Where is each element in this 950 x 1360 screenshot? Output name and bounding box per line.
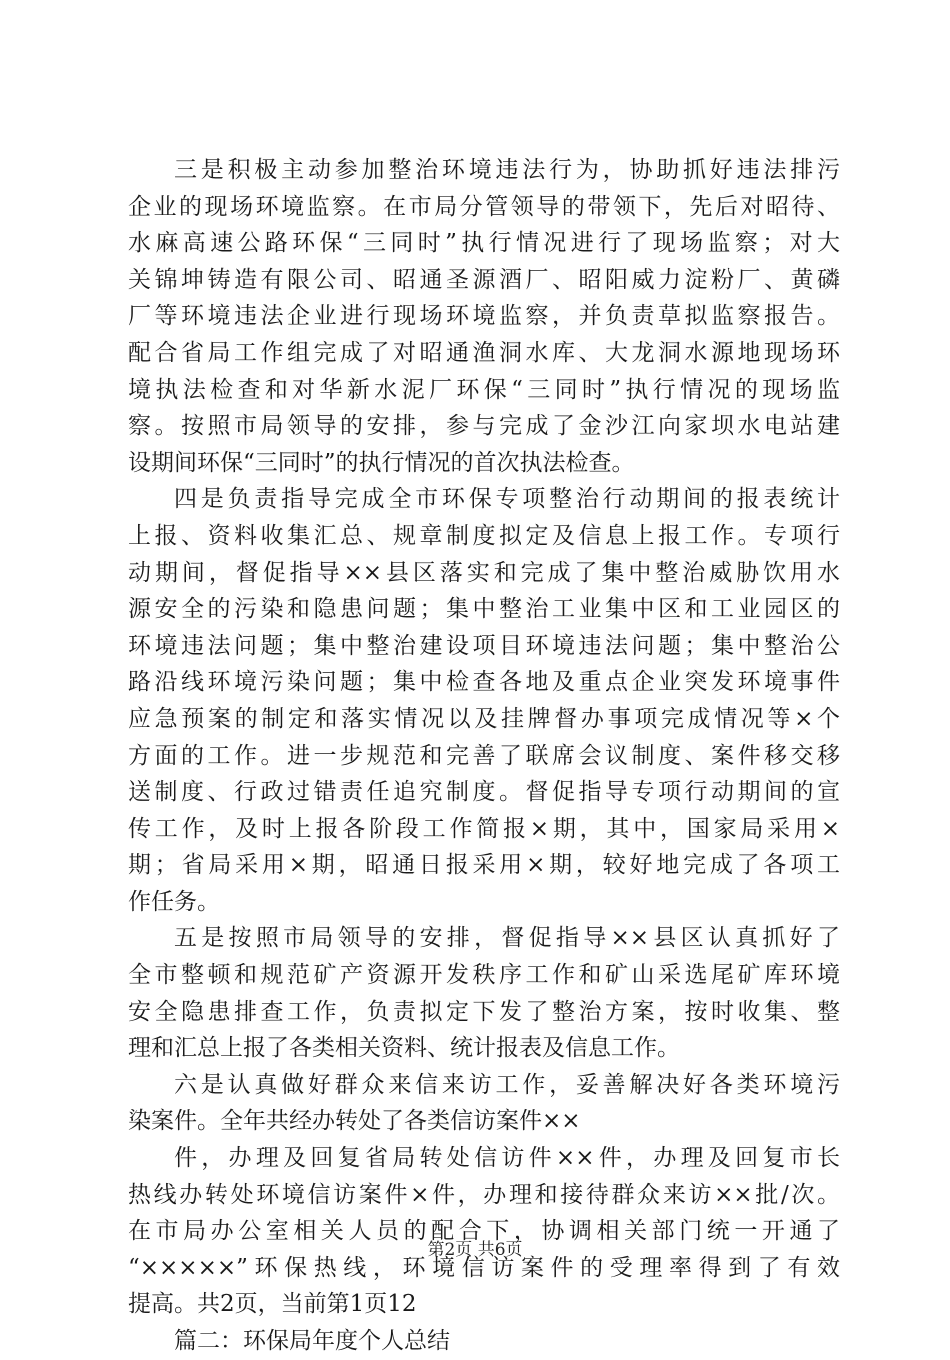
text-line: 路沿线环境污染问题；集中检查各地及重点企业突发环境事件	[128, 669, 840, 696]
text-line: 送制度、行政过错责任追究制度。督促指导专项行动期间的宣	[128, 779, 840, 806]
text-line: 环境违法问题；集中整治建设项目环境违法问题；集中整治公	[128, 632, 840, 659]
text-line: 设期间环保“三同时”的执行情况的首次执法检查。	[128, 449, 635, 476]
text-line: 期；省局采用×期，昭通日报采用×期，较好地完成了各项工	[128, 852, 840, 879]
text-line: 作任务。	[128, 888, 220, 915]
text-line: 染案件。全年共经办转处了各类信访案件××	[128, 1108, 581, 1135]
text-line: 方面的工作。进一步规范和完善了联席会议制度、案件移交移	[128, 742, 840, 769]
text-line: 热线办转处环境信访案件×件，办理和接待群众来访××批/次。	[128, 1181, 840, 1208]
text-line: 配合省局工作组完成了对昭通渔洞水库、大龙洞水源地现场环	[128, 339, 840, 366]
text-line: 在市局办公室相关人员的配合下，协调相关部门统一开通了	[128, 1218, 840, 1245]
text-line: 动期间，督促指导××县区落实和完成了集中整治威胁饮用水	[128, 559, 840, 586]
text-line: 六是认真做好群众来信来访工作，妥善解决好各类环境污	[174, 1071, 840, 1098]
text-line: 全市整顿和规范矿产资源开发秩序工作和矿山采选尾矿库环境	[128, 962, 840, 989]
text-line: 四是负责指导完成全市环保专项整治行动期间的报表统计	[174, 486, 840, 513]
text-line: 察。按照市局领导的安排，参与完成了金沙江向家坝水电站建	[128, 413, 840, 440]
text-line: 厂等环境违法企业进行现场环境监察，并负责草拟监察报告。	[128, 303, 840, 330]
text-line: 篇二：环保局年度个人总结	[174, 1328, 450, 1354]
text-line: 传工作，及时上报各阶段工作简报×期，其中，国家局采用×	[128, 815, 840, 842]
text-line: 上报、资料收集汇总、规章制度拟定及信息上报工作。专项行	[128, 522, 840, 549]
text-line: 水麻高速公路环保“三同时”执行情况进行了现场监察；对大	[128, 230, 840, 257]
text-line: 源安全的污染和隐患问题；集中整治工业集中区和工业园区的	[128, 596, 840, 623]
document-body	[128, 152, 840, 1360]
text-line: “×××××”环保热线，环境信访案件的受理率得到了有效	[128, 1254, 840, 1281]
text-line: 五是按照市局领导的安排，督促指导××县区认真抓好了	[174, 925, 840, 952]
text-line: 理和汇总上报了各类相关资料、统计报表及信息工作。	[128, 1035, 680, 1062]
text-line: 企业的现场环境监察。在市局分管领导的带领下，先后对昭待、	[128, 193, 840, 220]
text-line: 件，办理及回复省局转处信访件××件，办理及回复市长	[174, 1145, 840, 1172]
text-line: 提高。共2页，当前第1页12	[128, 1291, 417, 1318]
text-line: 应急预案的制定和落实情况以及挂牌督办事项完成情况等×个	[128, 705, 840, 732]
page-footer: 第2页 共6页	[427, 1240, 523, 1260]
text-line: 境执法检查和对华新水泥厂环保“三同时”执行情况的现场监	[128, 376, 840, 403]
text-line: 安全隐患排查工作，负责拟定下发了整治方案，按时收集、整	[128, 998, 840, 1025]
text-line: 关锦坤铸造有限公司、昭通圣源酒厂、昭阳威力淀粉厂、黄磷	[128, 266, 840, 293]
text-line: 三是积极主动参加整治环境违法行为，协助抓好违法排污	[174, 157, 840, 183]
